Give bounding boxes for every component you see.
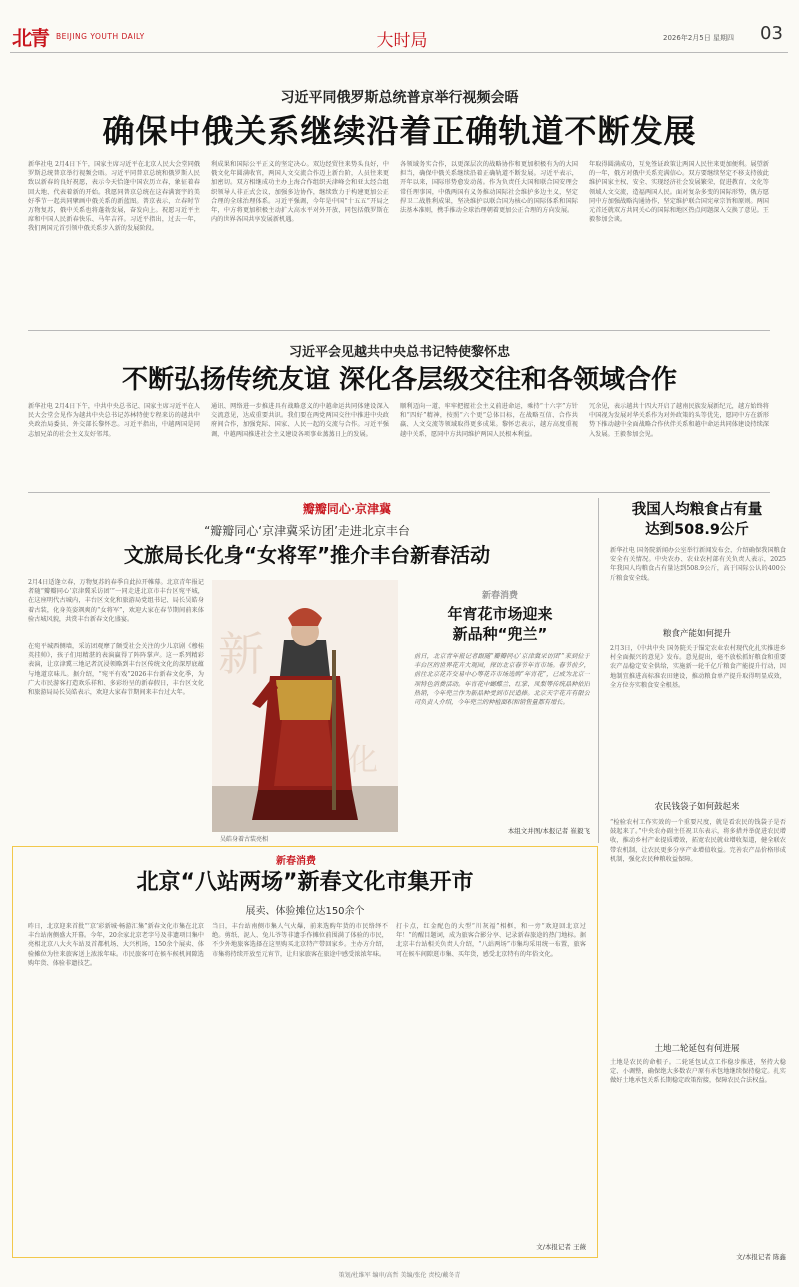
jjj-byline: 本组文并图/本报记者 崔毅飞 <box>507 827 590 835</box>
flower-body: 前日，北京青年报记者跟随“瓣瓣同心‘京津冀采访团’”来到位于丰台区的世界花卉大观园，探访北京春节年宵市场。春节前夕，前往北京花卉交易中心等花卉市场选购“年宵花”，已成为北京一项特色消费活动。年宵花中蝴蝶兰、红掌、凤梨等传统品种依旧热销，今年兜兰作为新品种受到市民追捧。北京天宇花卉有限公司负责人介绍，今年兜兰的种植面积和销售量都有增长。 <box>414 653 590 707</box>
lead-col-2: 利成果和国际公平正义的坚定决心。双边经贸往来势头良好，中俄文化年圆满收官，两国人文交流合作迈上新台阶，人员往来更加密切。双方相继成功主办上海合作组织天津峰会和亚太经合组织领导人非正式会议，加强多边协作，继续致力于构建更加公正合理的全球治理体系。习近平强调，今年是中国“十五五”开局之年，中方将更加积极主动扩大高水平对外开放，同包括俄罗斯在内的世界各国共享发展新机遇。 <box>211 161 389 224</box>
lead-headline: 确保中俄关系继续沿着正确轨道不断发展 <box>102 112 697 150</box>
second-col-1: 新华社电 2月4日下午，中共中央总书记、国家主席习近平在人民大会堂会见作为越共中央总书记苏林特使专程来访的越共中央政治局委员、外交部长黎怀忠。习近平指出，中越两国是同志加兄弟的社会主义友好邻邦。 <box>28 403 200 438</box>
lead-divider <box>28 330 770 331</box>
market-byline: 文/本报记者 王薇 <box>536 1243 586 1251</box>
jjj-photo-caption: 吴皓身着古装亮相 <box>220 836 269 843</box>
grain-byline: 文/本报记者 陈鑫 <box>736 1253 786 1261</box>
lead-kicker: 习近平同俄罗斯总统普京举行视频会晤 <box>280 90 519 106</box>
market-headline: 北京“八站两场”新春文化市集开市 <box>136 870 474 895</box>
flower-section-tag: 新春消费 <box>481 591 518 601</box>
jjj-col-1: 2月4日适逢立春，万物复苏的春季自此拉开帷幕。北京青年报记者随“瓣瓣同心‘京津冀采访团’”一同走进北京市丰台区宛平城，在这座明代古城内，丰台区文化和旅游局党组书记、局长吴皓身着古装，化身英姿飒爽的“女将军”，欢迎大家在春节期间前来体验古城风貌，共赏丰台新春文化盛宴。 <box>28 579 204 623</box>
jjj-photo <box>212 580 398 832</box>
jjj-col-2: 在宛平城西侧墙，采访团观摩了颇受社会关注的少儿京剧《穆桂英挂帅》，孩子们用精湛的表演赢得了阵阵掌声。这一系列精彩表演，让京津冀三地记者沉浸领略到丰台区传统文化的深厚底蕴与地道京味儿。据介绍，“宛平有戏”2026丰台新春文化季，为广大市民游客打造欢乐祥和、多彩纷呈的新春假日，丰台区文化和旅游局局长吴皓表示，欢迎大家春节期间来丰台过大年。 <box>28 643 204 697</box>
grain-text-1: 2月3日，《中共中央 国务院关于锚定农业农村现代化扎实推进乡村全面振兴的意见》发布。意见提出，毫不放松抓好粮食和重要农产品稳定安全供给，实施新一轮千亿斤粮食产能提升行动，因地制宜推进高标准农田建设，推动粮食单产提升取得明显成效，全方位夯实粮食安全根基。 <box>610 645 786 689</box>
market-col-3: 打卡点，红金配色的大型“川灰福”相框，和一旁“欢迎回北京过年！”的醒目题词，成为旅客合影分享、记录新春旅途的热门地标。据北京丰台站相关负责人介绍，“八站两场”市集均采用统一布置，旅客可在候车间隙逛市集、买年货，感受北京特有的年俗文化。 <box>396 923 586 958</box>
second-headline: 不断弘扬传统友谊 深化各层级交往和各领域合作 <box>121 365 678 395</box>
jjj-headline: 文旅局长化身“女将军”推介丰台新春活动 <box>123 543 491 567</box>
grain-sub-2: 农民钱袋子如何鼓起来 <box>654 802 740 812</box>
market-col-1: 昨日，北京迎来首批“‘京’彩新城·畅游汇集”新春文化市集在北京丰台站南侧盛大开幕。今年，20余家北京老字号及非遗项目集中亮相北京八大火车站及首都机场、大兴机场，150余个展卖、体验摊位为往来旅客送上浓浓年味。市民旅客可在候车候机间隙选购年货、体验非遗技艺。 <box>28 923 204 967</box>
grain-sub-3: 土地二轮延包有何进展 <box>654 1044 740 1054</box>
grain-sub-1: 粮食产能如何提升 <box>662 629 731 639</box>
newspaper-logo: 北青 <box>12 26 48 50</box>
grain-intro: 新华社电 国务院新闻办公室举行新闻发布会，介绍确保我国粮食安全有关情况。中央农办、农业农村部有关负责人表示，2025年我国人均粮食占有量达到508.9公斤，高于国际公认的400公斤粮食安全线。 <box>610 547 786 582</box>
jjj-section-tag: 瓣瓣同心·京津冀 <box>302 502 392 516</box>
flower-headline-2: 新品种“兜兰” <box>452 625 548 643</box>
page-footer: 策划/杜维军 编审/高哲 美编/张伦 责校/戴冬青 <box>338 1272 461 1279</box>
second-kicker: 习近平会见越共中央总书记特使黎怀忠 <box>288 345 510 360</box>
issue-date: 2026年2月5日 星期四 <box>663 34 734 42</box>
market-section-tag: 新春消费 <box>276 856 316 867</box>
second-divider <box>28 492 770 493</box>
svg-text:新: 新 <box>218 627 264 681</box>
grain-text-2: “检验农村工作实效的一个重要尺度，就是看农民的钱袋子是否鼓起来了。”中央农办副主任祝卫东表示，将多措并举促进农民增收，推动乡村产业提质增效，拓宽农民就业增收渠道，健全联农带农机制，让农民更多分享产业增值收益。完善农产品价格形成机制，强化农民种粮收益保障。 <box>610 819 786 863</box>
lead-col-3: 各领域务实合作，以更深层次的战略协作和更加积极有为的大国担当，确保中俄关系继续沿着正确轨道不断发展。习近平表示，开年以来，国际形势愈发动荡。作为负责任大国和联合国安理会常任理事国，中俄两国有义务推动国际社会维护多边主义，坚定捍卫二战胜利成果，坚决维护以联合国为核心的国际体系和国际法基本准则，携手推动全球治理朝着更加公正合理的方向发展。 <box>400 161 578 215</box>
second-col-3: 顺利迈向一道，牢牢把握社会主义前进命运，乘持“十六字”方针和“四好”精神，按照“六个更”总体目标，在战略互信、合作共赢、人文交流等领域取得更多成果。黎怀忠表示，越方高度重视越中关系，愿同中方共同维护两国人民根本利益。 <box>400 403 578 438</box>
second-col-4: 冗余见，表示越共十四大开启了越南民族发展新纪元，越方始终将中国视为发展对华关系作为对外政策的头等优先，愿同中方在新形势下推动越中全面战略合作伙伴关系和越中命运共同体建设持续深入发展。王毅参加会见。 <box>589 403 769 438</box>
grain-headline-2: 达到508.9公斤 <box>645 522 749 538</box>
grain-text-3: 土地是农民的命根子。二轮延包试点工作稳步推进，坚持大稳定、小调整，确保绝大多数农户原有承包地继续保持稳定。扎实做好土地承包关系长期稳定政策衔接，保障农民合法权益。 <box>610 1059 786 1085</box>
performer-photo <box>212 580 398 832</box>
page-number: 03 <box>760 23 783 44</box>
lead-col-4: 年取得圆满成功，互免签证政策让两国人民往来更加便利。展望新的一年，俄方对俄中关系充满信心。双方要继续坚定不移支持彼此维护国家主权、安全、实现经济社会发展繁荣，促进教育、文化等领域人文交流，造福两国人民。面对复杂多变的国际形势，俄方愿同中方加强战略沟通协作，坚定维护联合国宪章宗旨和原则。两国元首还就双方共同关心的国际和地区热点问题深入交换了意见。王毅参加会谈。 <box>589 161 769 224</box>
lead-col-1: 新华社电 2月4日下午，国家主席习近平在北京人民大会堂同俄罗斯总统普京举行视频会晤。习近平同普京总统和俄罗斯人民致以新春的良好祝愿，表示今天恰逢中国农历立春，象征着春回大地、代表着新的开始。我愿同普京总统在这春满寰宇的美好季节一起共同擘画中俄关系的新蓝图。普京表示，立春时节万物复苏，俄中关系也将蓬勃发展，奋发向上。祝愿习近平主席和中国人民新春快乐、马年吉祥。习近平指出，过去一年，我们两国元首引领中俄关系步入新的发展阶段。 <box>28 161 200 233</box>
jjj-kicker: “瓣瓣同心‘京津冀采访团’走进北京丰台 <box>204 524 410 538</box>
market-col-2: 当日，丰台站南侧市集人气火爆，前来选购年货的市民络绎不绝。剪纸、泥人、兔儿爷等非遗手作摊位前围满了体验的市民，不少外地旅客选择在这里购买北京特产带回家乡。主办方介绍，市集将持续开放至元宵节，让归家旅客在旅途中感受浓浓年味。 <box>212 923 388 958</box>
flower-headline-1: 年宵花市场迎来 <box>447 605 553 623</box>
newspaper-name-en: BEIJING YOUTH DAILY <box>56 32 145 41</box>
second-col-2: 通讯、网络进一步推进具有战略意义的中越命运共同体建设深入交流意见，达成重要共识。我们要在两党两国交往中推进中央政府间合作，加强党际、国家、人民一起的交流与合作。习近平强调，中越两国推进社会主义建设各项事业蒸蒸日上的发展。 <box>211 403 389 438</box>
market-subheadline: 展卖、体验摊位达150余个 <box>245 906 365 917</box>
masthead-divider <box>10 52 788 53</box>
section-name: 大时局 <box>376 31 428 51</box>
grain-headline-1: 我国人均粮食占有量 <box>631 502 763 518</box>
svg-text:化: 化 <box>348 743 378 778</box>
column-divider <box>598 498 599 843</box>
